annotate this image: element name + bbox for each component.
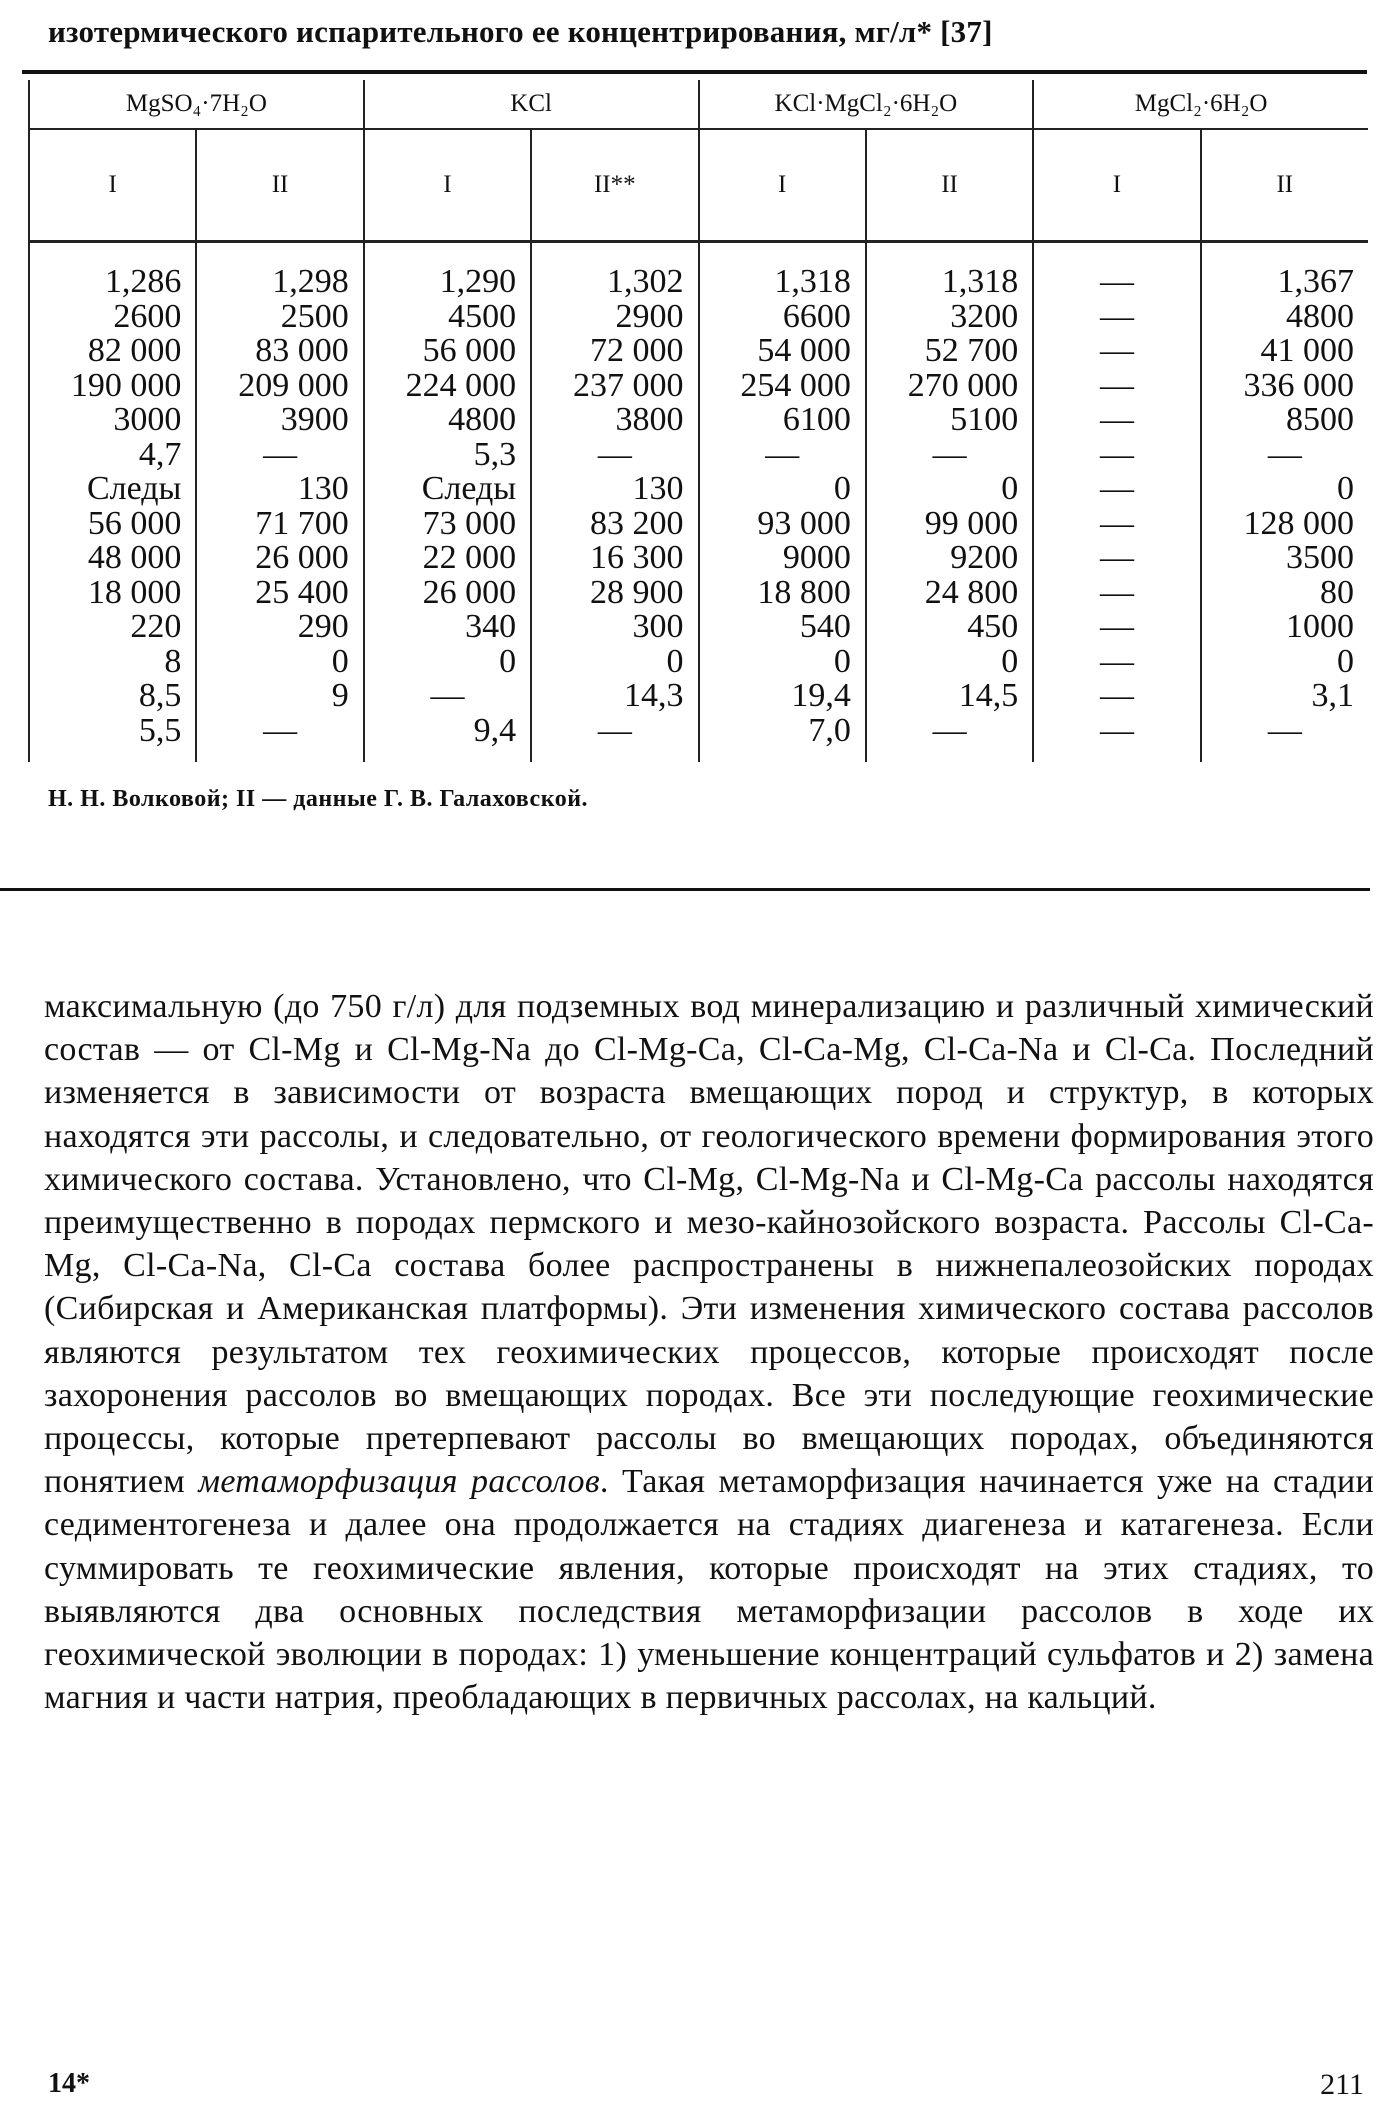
table-cell: 83 200 bbox=[531, 507, 698, 542]
table-row bbox=[29, 403, 1368, 438]
table-cell: — bbox=[1033, 576, 1200, 611]
paragraph-term: метаморфизация рассолов bbox=[198, 1463, 600, 1501]
table-cell: 1,286 bbox=[29, 242, 196, 300]
table-cell: — bbox=[1033, 472, 1200, 507]
top-rule bbox=[22, 70, 1367, 74]
table-row bbox=[29, 472, 1368, 507]
table-cell: 6600 bbox=[699, 300, 866, 335]
table-cell: 26 000 bbox=[196, 541, 363, 576]
table-cell: 3000 bbox=[29, 403, 196, 438]
table-cell: 0 bbox=[866, 645, 1033, 680]
group-header: MgSO₄·7H₂O bbox=[29, 80, 364, 129]
table-cell: 224 000 bbox=[364, 369, 531, 404]
table-cell: 73 000 bbox=[364, 507, 531, 542]
table-row bbox=[29, 242, 1368, 300]
table-cell: 3900 bbox=[196, 403, 363, 438]
table-cell: 3200 bbox=[866, 300, 1033, 335]
table-cell: 540 bbox=[699, 610, 866, 645]
table-cell: — bbox=[1201, 438, 1368, 473]
table-cell: 190 000 bbox=[29, 369, 196, 404]
table-row bbox=[29, 645, 1368, 680]
table-cell: — bbox=[1033, 645, 1200, 680]
table-cell: — bbox=[1033, 334, 1200, 369]
table-cell: — bbox=[1201, 714, 1368, 763]
table-cell: 54 000 bbox=[699, 334, 866, 369]
table-cell: 8,5 bbox=[29, 679, 196, 714]
page-number: 211 bbox=[1320, 2068, 1364, 2101]
table-cell: 22 000 bbox=[364, 541, 531, 576]
group-header: KCl·MgCl₂·6H₂O bbox=[699, 80, 1034, 129]
table-cell: 56 000 bbox=[364, 334, 531, 369]
table-cell: 56 000 bbox=[29, 507, 196, 542]
table-cell: 5,3 bbox=[364, 438, 531, 473]
table-cell: 18 800 bbox=[699, 576, 866, 611]
table-cell: 72 000 bbox=[531, 334, 698, 369]
table-cell: 4,7 bbox=[29, 438, 196, 473]
table-cell: — bbox=[531, 714, 698, 763]
table-row bbox=[29, 610, 1368, 645]
table-cell: 9200 bbox=[866, 541, 1033, 576]
table-cell: — bbox=[699, 438, 866, 473]
table-row bbox=[29, 679, 1368, 714]
table-row bbox=[29, 576, 1368, 611]
group-header: MgCl₂·6H₂O bbox=[1033, 80, 1368, 129]
table-cell: 1,302 bbox=[531, 242, 698, 300]
table-cell: 26 000 bbox=[364, 576, 531, 611]
paragraph-main: максимальную (до 750 г/л) для подземных вод минерализацию и различный химический состав — от Cl-Mg и Cl-Mg-Na до Cl-Mg-Ca, Cl-Ca-Mg, Cl-Ca-Na и Cl-Ca. Последний изменяется в зависимости от возраста вмещающих пород и структур, в которых находятся эти рассолы, и следовательно, от геологического времени формирования этого химического состава. Установлено, что Cl-Mg, Cl-Mg-Na и Cl-Mg-Ca рассолы находятся преимущественно в породах пермского и мезо-кайнозойского возраста. Рассолы Cl-Ca-Mg, Cl-Ca-Na, Cl-Ca состава более распространены в нижнепалеозойских породах (Сибирская и Американская платформы). Эти изменения химического состава рассолов являются результатом тех геохимических процессов, которые происходят после захоронения рассолов во вмещающих породах. Все эти последующие геохимические процессы, которые претерпевают рассолы во вмещающих породах, объединяются понятием bbox=[44, 988, 1374, 1501]
table-cell: — bbox=[1033, 541, 1200, 576]
table-footnote: Н. Н. Волковой; II — данные Г. В. Галаховской. bbox=[48, 786, 589, 812]
table-cell: 71 700 bbox=[196, 507, 363, 542]
table-cell: Следы bbox=[364, 472, 531, 507]
table-cell: 16 300 bbox=[531, 541, 698, 576]
table-cell: 52 700 bbox=[866, 334, 1033, 369]
table-cell: 93 000 bbox=[699, 507, 866, 542]
table-cell: — bbox=[196, 714, 363, 763]
data-table bbox=[28, 80, 1368, 762]
subheader: I bbox=[29, 129, 196, 242]
table-cell: 9000 bbox=[699, 541, 866, 576]
table-cell: 19,4 bbox=[699, 679, 866, 714]
group-header-row bbox=[29, 80, 1368, 129]
table-row bbox=[29, 438, 1368, 473]
table-cell: 2500 bbox=[196, 300, 363, 335]
table-cell: 9 bbox=[196, 679, 363, 714]
table-cell: 270 000 bbox=[866, 369, 1033, 404]
table-cell: 1000 bbox=[1201, 610, 1368, 645]
subheader-row bbox=[29, 129, 1368, 242]
table-cell: 25 400 bbox=[196, 576, 363, 611]
table-cell: 0 bbox=[866, 472, 1033, 507]
table-cell: 130 bbox=[196, 472, 363, 507]
paragraph-rest: . Такая метаморфизация начинается уже на стадии седиментогенеза и далее она продолжается на стадиях диагенеза и катагенеза. Если суммировать те геохимические явления, которые происходят на этих стадиях, то выявляются два основных последствия метаморфизации рассолов в ходе их геохимической эволюции в породах: 1) уменьшение концентраций сульфатов и 2) замена магния и части натрия, преобладающих в первичных рассолах, на кальций. bbox=[44, 1463, 1374, 1717]
table-cell: 3800 bbox=[531, 403, 698, 438]
table-cell: 1,298 bbox=[196, 242, 363, 300]
subheader: I bbox=[699, 129, 866, 242]
table-cell: 9,4 bbox=[364, 714, 531, 763]
table-cell: 28 900 bbox=[531, 576, 698, 611]
table-cell: 14,3 bbox=[531, 679, 698, 714]
table-cell: 80 bbox=[1201, 576, 1368, 611]
table-cell: 0 bbox=[196, 645, 363, 680]
table-cell: 1,318 bbox=[866, 242, 1033, 300]
body-paragraph bbox=[44, 985, 1374, 1719]
table-cell: 300 bbox=[531, 610, 698, 645]
table-cell: — bbox=[1033, 679, 1200, 714]
subheader: II bbox=[1201, 129, 1368, 242]
table-cell: 0 bbox=[531, 645, 698, 680]
table-cell: 48 000 bbox=[29, 541, 196, 576]
table-cell: — bbox=[1033, 438, 1200, 473]
subheader: I bbox=[1033, 129, 1200, 242]
table-cell: 6100 bbox=[699, 403, 866, 438]
table-cell: 2600 bbox=[29, 300, 196, 335]
table-cell: — bbox=[1033, 403, 1200, 438]
bottom-rule bbox=[0, 888, 1370, 891]
table-cell: 8500 bbox=[1201, 403, 1368, 438]
table-cell: 4800 bbox=[1201, 300, 1368, 335]
table-cell: 2900 bbox=[531, 300, 698, 335]
table-cell: 290 bbox=[196, 610, 363, 645]
table-cell: — bbox=[866, 714, 1033, 763]
table-cell: — bbox=[1033, 242, 1200, 300]
table-row bbox=[29, 300, 1368, 335]
table-cell: 450 bbox=[866, 610, 1033, 645]
table-cell: — bbox=[1033, 610, 1200, 645]
table-cell: 3500 bbox=[1201, 541, 1368, 576]
page-signature: 14* bbox=[48, 2068, 90, 2099]
table-cell: 0 bbox=[364, 645, 531, 680]
table-cell: — bbox=[1033, 507, 1200, 542]
table-cell: 83 000 bbox=[196, 334, 363, 369]
table-cell: 340 bbox=[364, 610, 531, 645]
table-cell: 24 800 bbox=[866, 576, 1033, 611]
table-cell: — bbox=[531, 438, 698, 473]
table-cell: 336 000 bbox=[1201, 369, 1368, 404]
table-cell: 8 bbox=[29, 645, 196, 680]
table-cell: 5100 bbox=[866, 403, 1033, 438]
table-cell: 1,318 bbox=[699, 242, 866, 300]
subheader: II bbox=[866, 129, 1033, 242]
table-row bbox=[29, 369, 1368, 404]
table-cell: 5,5 bbox=[29, 714, 196, 763]
table-cell: 1,290 bbox=[364, 242, 531, 300]
table-cell: 128 000 bbox=[1201, 507, 1368, 542]
table-cell: — bbox=[196, 438, 363, 473]
subheader: I bbox=[364, 129, 531, 242]
subheader: II** bbox=[531, 129, 698, 242]
table-cell: 7,0 bbox=[699, 714, 866, 763]
table-cell: 18 000 bbox=[29, 576, 196, 611]
group-header: KCl bbox=[364, 80, 699, 129]
table-cell: — bbox=[364, 679, 531, 714]
table-cell: 14,5 bbox=[866, 679, 1033, 714]
table-cell: 237 000 bbox=[531, 369, 698, 404]
table-cell: 254 000 bbox=[699, 369, 866, 404]
table-cell: — bbox=[1033, 300, 1200, 335]
table-cell: — bbox=[866, 438, 1033, 473]
table-cell: 4500 bbox=[364, 300, 531, 335]
table-cell: — bbox=[1033, 369, 1200, 404]
subheader: II bbox=[196, 129, 363, 242]
table-cell: 220 bbox=[29, 610, 196, 645]
table-cell: 1,367 bbox=[1201, 242, 1368, 300]
table-body bbox=[29, 242, 1368, 763]
table-cell: 0 bbox=[1201, 645, 1368, 680]
table-cell: 4800 bbox=[364, 403, 531, 438]
table-cell: 0 bbox=[699, 472, 866, 507]
table-cell: 130 bbox=[531, 472, 698, 507]
table-row bbox=[29, 507, 1368, 542]
table-cell: Следы bbox=[29, 472, 196, 507]
table-caption: изотермического испарительного ее концентрирования, мг/л* [37] bbox=[48, 14, 993, 49]
table-cell: 99 000 bbox=[866, 507, 1033, 542]
table-row bbox=[29, 541, 1368, 576]
table-cell: 0 bbox=[699, 645, 866, 680]
table-cell: 82 000 bbox=[29, 334, 196, 369]
table-cell: — bbox=[1033, 714, 1200, 763]
table-cell: 3,1 bbox=[1201, 679, 1368, 714]
table-cell: 209 000 bbox=[196, 369, 363, 404]
table-row bbox=[29, 334, 1368, 369]
table-cell: 41 000 bbox=[1201, 334, 1368, 369]
table-cell: 0 bbox=[1201, 472, 1368, 507]
table-row bbox=[29, 714, 1368, 763]
